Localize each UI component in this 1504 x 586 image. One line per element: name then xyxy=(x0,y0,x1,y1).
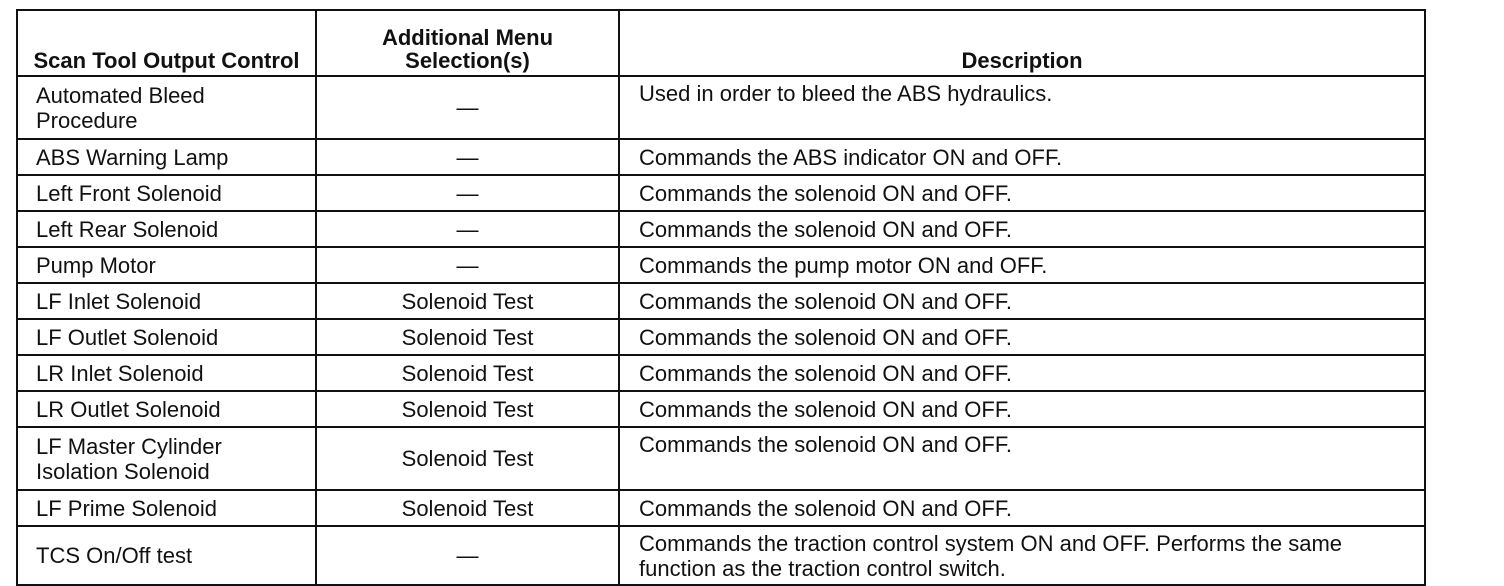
table-row xyxy=(17,391,1425,427)
row-menu-selection: — xyxy=(316,175,619,211)
table-row xyxy=(17,355,1425,391)
row-control: Left Front Solenoid xyxy=(17,175,316,211)
row-control: LR Outlet Solenoid xyxy=(17,391,316,427)
row-menu-selection: Solenoid Test xyxy=(316,427,619,490)
scan-tool-output-control-table xyxy=(16,9,1426,586)
table-row xyxy=(17,139,1425,175)
header-additional-menu-selections: Additional Menu Selection(s) xyxy=(316,10,619,76)
row-description: Commands the solenoid ON and OFF. xyxy=(619,319,1425,355)
row-menu-selection: — xyxy=(316,211,619,247)
header-scan-tool-output-control: Scan Tool Output Control xyxy=(17,10,316,76)
row-description: Commands the solenoid ON and OFF. xyxy=(619,355,1425,391)
row-description: Commands the pump motor ON and OFF. xyxy=(619,247,1425,283)
table-row xyxy=(17,211,1425,247)
table-row xyxy=(17,427,1425,490)
row-description: Commands the solenoid ON and OFF. xyxy=(619,427,1425,490)
row-control: TCS On/Off test xyxy=(17,526,316,585)
row-menu-selection: Solenoid Test xyxy=(316,391,619,427)
row-menu-selection: Solenoid Test xyxy=(316,283,619,319)
row-description: Commands the ABS indicator ON and OFF. xyxy=(619,139,1425,175)
row-menu-selection: — xyxy=(316,76,619,139)
row-control: LR Inlet Solenoid xyxy=(17,355,316,391)
row-description: Commands the traction control system ON and OFF. Performs the same function as the traction control switch. xyxy=(619,526,1425,585)
table-header-row xyxy=(17,10,1425,76)
table-row xyxy=(17,76,1425,139)
table-row xyxy=(17,283,1425,319)
header-description: Description xyxy=(619,10,1425,76)
row-menu-selection: — xyxy=(316,526,619,585)
row-menu-selection: — xyxy=(316,247,619,283)
row-description: Commands the solenoid ON and OFF. xyxy=(619,283,1425,319)
row-description: Commands the solenoid ON and OFF. xyxy=(619,211,1425,247)
row-description: Commands the solenoid ON and OFF. xyxy=(619,391,1425,427)
output-control-table-container xyxy=(16,9,1424,586)
row-description: Used in order to bleed the ABS hydraulics. xyxy=(619,76,1425,139)
row-control: Left Rear Solenoid xyxy=(17,211,316,247)
row-control: Pump Motor xyxy=(17,247,316,283)
table-row xyxy=(17,319,1425,355)
table-row xyxy=(17,175,1425,211)
table-row xyxy=(17,490,1425,526)
row-control: LF Master Cylinder Isolation Solenoid xyxy=(17,427,316,490)
row-control: LF Inlet Solenoid xyxy=(17,283,316,319)
row-control: LF Prime Solenoid xyxy=(17,490,316,526)
table-row xyxy=(17,247,1425,283)
row-control: Automated Bleed Procedure xyxy=(17,76,316,139)
row-description: Commands the solenoid ON and OFF. xyxy=(619,175,1425,211)
row-control: LF Outlet Solenoid xyxy=(17,319,316,355)
row-menu-selection: — xyxy=(316,139,619,175)
table-row xyxy=(17,526,1425,585)
row-menu-selection: Solenoid Test xyxy=(316,355,619,391)
row-description: Commands the solenoid ON and OFF. xyxy=(619,490,1425,526)
row-menu-selection: Solenoid Test xyxy=(316,490,619,526)
row-menu-selection: Solenoid Test xyxy=(316,319,619,355)
row-control: ABS Warning Lamp xyxy=(17,139,316,175)
